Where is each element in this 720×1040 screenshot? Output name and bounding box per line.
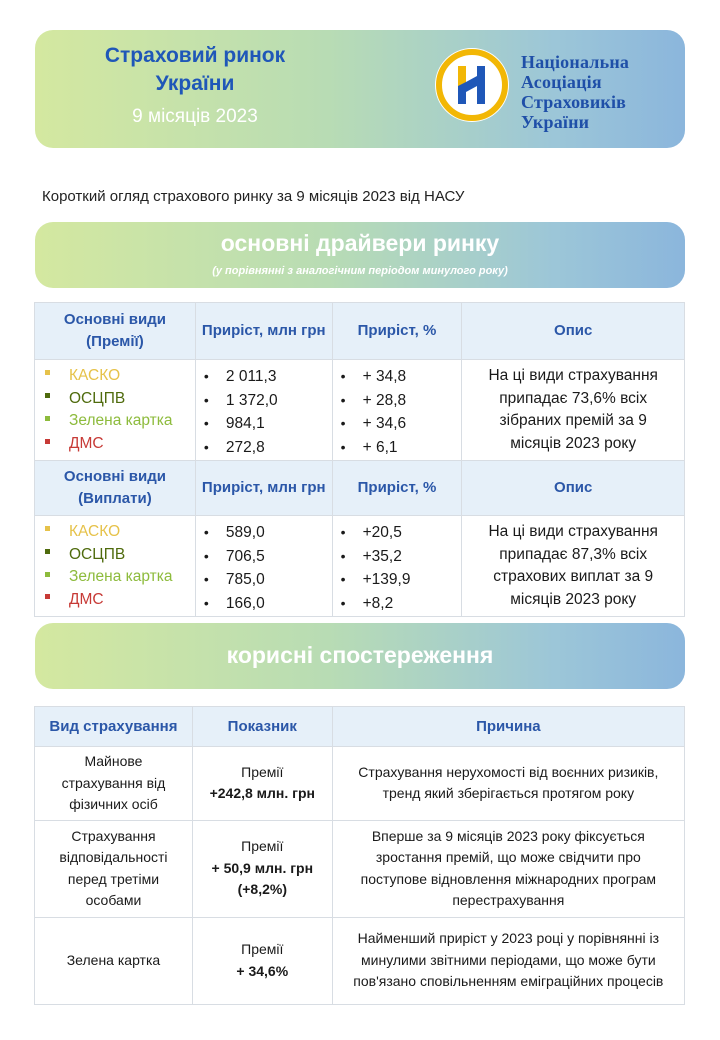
- premium-kinds: [35, 360, 196, 461]
- column-header: Основні види (Виплати): [35, 460, 196, 515]
- kind-kasko: КАСКО: [45, 521, 195, 544]
- percent-item: • +139,9: [341, 568, 462, 592]
- column-header: Показник: [192, 707, 332, 747]
- drivers-title: основні драйвери ринку: [220, 230, 500, 256]
- bullet-icon: •: [203, 391, 209, 408]
- amount-item: • 589,0: [204, 521, 332, 545]
- payouts-data-row: [35, 515, 685, 616]
- bullet-icon: •: [203, 439, 209, 456]
- payout-amounts: [195, 515, 332, 616]
- insurance-kind: Страхування відповідальності перед третіми особами: [35, 820, 193, 917]
- premiums-header-row: [35, 303, 685, 360]
- amount-item: • 272,8: [204, 436, 332, 460]
- observations-title: корисні спостереження: [226, 642, 494, 668]
- intro-text: Короткий огляд страхового ринку за 9 місяців 2023 від НАСУ: [42, 188, 465, 205]
- insurance-kind: Зелена картка: [35, 917, 193, 1004]
- square-bullet-icon: [45, 526, 50, 531]
- bullet-icon: •: [340, 368, 346, 384]
- amount-item: • 984,1: [204, 412, 332, 436]
- bullet-icon: •: [203, 415, 209, 432]
- amount-item: • 785,0: [204, 568, 332, 592]
- reason: Страхування нерухомості від воєнних ризиків, тренд який зберігається протягом року: [332, 747, 684, 821]
- amount-item: • 1 372,0: [204, 389, 332, 413]
- drivers-banner: [35, 222, 685, 288]
- square-bullet-icon: [45, 594, 50, 599]
- bullet-icon: •: [340, 571, 346, 588]
- premium-percents: [332, 360, 462, 461]
- kind-oscpv: ОСЦПВ: [45, 388, 195, 411]
- percent-item: • +20,5: [341, 521, 462, 545]
- table-row: [35, 747, 685, 821]
- kind-oscpv: ОСЦПВ: [45, 544, 195, 567]
- column-header: Опис: [462, 460, 685, 515]
- kind-green-card: Зелена картка: [45, 410, 195, 433]
- percent-item: • + 34,8: [341, 365, 462, 389]
- indicator: Премії +242,8 млн. грн: [192, 747, 332, 821]
- indicator: Премії + 34,6%: [192, 917, 332, 1004]
- indicator: Премії + 50,9 млн. грн (+8,2%): [192, 820, 332, 917]
- table-row: [35, 820, 685, 917]
- bullet-icon: •: [340, 547, 346, 564]
- payout-percents: [332, 515, 462, 616]
- kind-dms: ДМС: [45, 433, 195, 456]
- square-bullet-icon: [45, 370, 50, 375]
- square-bullet-icon: [45, 572, 50, 577]
- bullet-icon: •: [203, 571, 209, 588]
- column-header: Вид страхування: [35, 707, 193, 747]
- percent-item: • + 6,1: [341, 436, 462, 460]
- bullet-icon: •: [203, 547, 209, 564]
- observations-table: [34, 706, 685, 1005]
- amount-item: • 2 011,3: [204, 365, 332, 389]
- observations-header-row: [35, 707, 685, 747]
- bullet-icon: •: [203, 368, 209, 384]
- bullet-icon: •: [340, 415, 346, 432]
- bullet-icon: •: [340, 594, 346, 611]
- drivers-subtitle: (у порівнянні з аналогічним періодом минулого року): [212, 265, 508, 277]
- amount-item: • 706,5: [204, 545, 332, 569]
- column-header: Основні види (Премії): [35, 303, 196, 360]
- kind-green-card: Зелена картка: [45, 566, 195, 589]
- association-name: Національна Асоціація Страховиків України: [521, 52, 630, 132]
- kind-kasko: КАСКО: [45, 365, 195, 388]
- bullet-icon: •: [203, 523, 209, 540]
- bullet-icon: •: [340, 439, 346, 456]
- nasu-logo-icon: [433, 46, 511, 124]
- bullet-icon: •: [340, 523, 346, 540]
- column-header: Причина: [332, 707, 684, 747]
- amount-item: • 166,0: [204, 592, 332, 616]
- square-bullet-icon: [45, 549, 50, 554]
- percent-item: • +35,2: [341, 545, 462, 569]
- premium-amounts: [195, 360, 332, 461]
- square-bullet-icon: [45, 439, 50, 444]
- payout-kinds: [35, 515, 196, 616]
- premium-description: На ці види страхування припадає 73,6% всіх зібраних премій за 9 місяців 2023 року: [462, 360, 685, 461]
- drivers-table: [34, 302, 685, 617]
- period-subtitle: 9 місяців 2023: [132, 106, 258, 127]
- reason: Вперше за 9 місяців 2023 року фіксується зростання премій, що може свідчити про поступове відновлення міжнародних програм перестрахування: [332, 820, 684, 917]
- reason: Найменший приріст у 2023 році у порівнянні із минулими звітними періодами, що може бути пов'язано сповільненням еміграційних процесів: [332, 917, 684, 1004]
- column-header: Приріст, %: [332, 460, 462, 515]
- observations-banner: [35, 623, 685, 689]
- percent-item: • + 34,6: [341, 412, 462, 436]
- bullet-icon: •: [340, 391, 346, 408]
- premiums-data-row: [35, 360, 685, 461]
- insurance-kind: Майнове страхування від фізичних осіб: [35, 747, 193, 821]
- bullet-icon: •: [203, 594, 209, 611]
- payout-description: На ці види страхування припадає 87,3% всіх страхових виплат за 9 місяців 2023 року: [462, 515, 685, 616]
- table-row: [35, 917, 685, 1004]
- payouts-header-row: [35, 460, 685, 515]
- column-header: Приріст, млн грн: [195, 303, 332, 360]
- header-banner: [35, 30, 685, 148]
- column-header: Опис: [462, 303, 685, 360]
- column-header: Приріст, млн грн: [195, 460, 332, 515]
- percent-item: • + 28,8: [341, 389, 462, 413]
- column-header: Приріст, %: [332, 303, 462, 360]
- percent-item: • +8,2: [341, 592, 462, 616]
- page-title: Страховий ринок України: [104, 44, 286, 95]
- square-bullet-icon: [45, 416, 50, 421]
- square-bullet-icon: [45, 393, 50, 398]
- kind-dms: ДМС: [45, 589, 195, 612]
